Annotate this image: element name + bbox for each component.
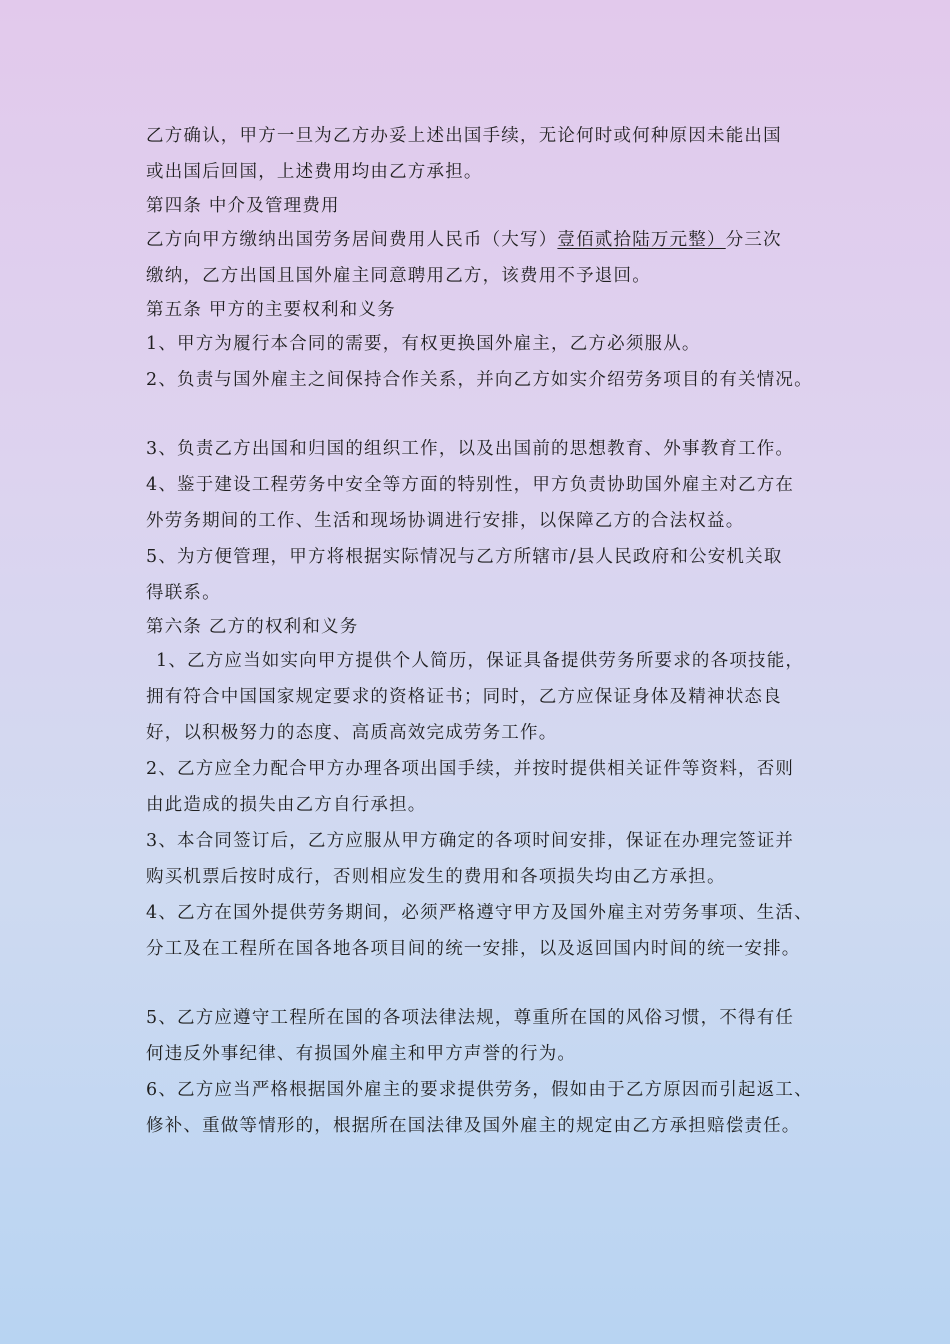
paragraph-line: 乙方确认，甲方一旦为乙方办妥上述出国手续，无论何时或何种原因未能出国 <box>146 126 782 146</box>
clause-line: 得联系。 <box>146 583 221 603</box>
clause-line: 4、乙方在国外提供劳务期间，必须严格遵守甲方及国外雇主对劳务事项、生活、 <box>146 903 813 923</box>
clause-line: 外劳务期间的工作、生活和现场协调进行安排，以保障乙方的合法权益。 <box>146 511 745 531</box>
clause-line: 5、为方便管理，甲方将根据实际情况与乙方所辖市/县人民政府和公安机关取 <box>146 547 783 567</box>
fee-amount: 壹佰贰拾陆万元整） <box>557 230 726 250</box>
clause-line: 由此造成的损失由乙方自行承担。 <box>146 795 427 815</box>
fee-text-tail: 分三次 <box>725 230 782 250</box>
clause-line: 1、甲方为履行本合同的需要，有权更换国外雇主，乙方必须服从。 <box>146 334 701 354</box>
clause-line: 修补、重做等情形的，根据所在国法律及国外雇主的规定由乙方承担赔偿责任。 <box>146 1116 801 1136</box>
clause-line: 1、乙方应当如实向甲方提供个人简历，保证具备提供劳务所要求的各项技能， <box>156 651 805 671</box>
paragraph-line <box>146 222 826 258</box>
spacer <box>146 967 826 1000</box>
clause-line: 5、乙方应遵守工程所在国的各项法律法规，尊重所在国的风俗习惯，不得有任 <box>146 1008 795 1028</box>
clause-line: 好，以积极努力的态度、高质高效完成劳务工作。 <box>146 723 558 743</box>
paragraph-line: 缴纳，乙方出国且国外雇主同意聘用乙方，该费用不予退回。 <box>146 266 651 286</box>
article-heading: 第四条 中介及管理费用 <box>146 196 340 216</box>
paragraph-line: 或出国后回国，上述费用均由乙方承担。 <box>146 162 483 182</box>
clause-line: 4、鉴于建设工程劳务中安全等方面的特别性，甲方负责协助国外雇主对乙方在 <box>146 475 795 495</box>
clause-line: 分工及在工程所在国各地各项目间的统一安排，以及返回国内时间的统一安排。 <box>146 939 801 959</box>
clause-line: 何违反外事纪律、有损国外雇主和甲方声誉的行为。 <box>146 1044 577 1064</box>
spacer <box>146 398 826 431</box>
clause-line: 拥有符合中国国家规定要求的资格证书；同时，乙方应保证身体及精神状态良 <box>146 687 782 707</box>
clause-line: 3、负责乙方出国和归国的组织工作，以及出国前的思想教育、外事教育工作。 <box>146 439 795 459</box>
clause-line: 2、负责与国外雇主之间保持合作关系，并向乙方如实介绍劳务项目的有关情况。 <box>146 370 813 390</box>
document-body <box>146 118 826 1144</box>
clause-line: 3、本合同签订后，乙方应服从甲方确定的各项时间安排，保证在办理完签证并 <box>146 831 795 851</box>
fee-text: 乙方向甲方缴纳出国劳务居间费用人民币（大写） <box>146 230 558 250</box>
clause-line: 购买机票后按时成行，否则相应发生的费用和各项损失均由乙方承担。 <box>146 867 726 887</box>
clause-line: 2、乙方应全力配合甲方办理各项出国手续，并按时提供相关证件等资料，否则 <box>146 759 795 779</box>
article-heading: 第五条 甲方的主要权利和义务 <box>146 300 396 320</box>
article-heading: 第六条 乙方的权利和义务 <box>146 617 359 637</box>
clause-line: 6、乙方应当严格根据国外雇主的要求提供劳务，假如由于乙方原因而引起返工、 <box>146 1080 813 1100</box>
